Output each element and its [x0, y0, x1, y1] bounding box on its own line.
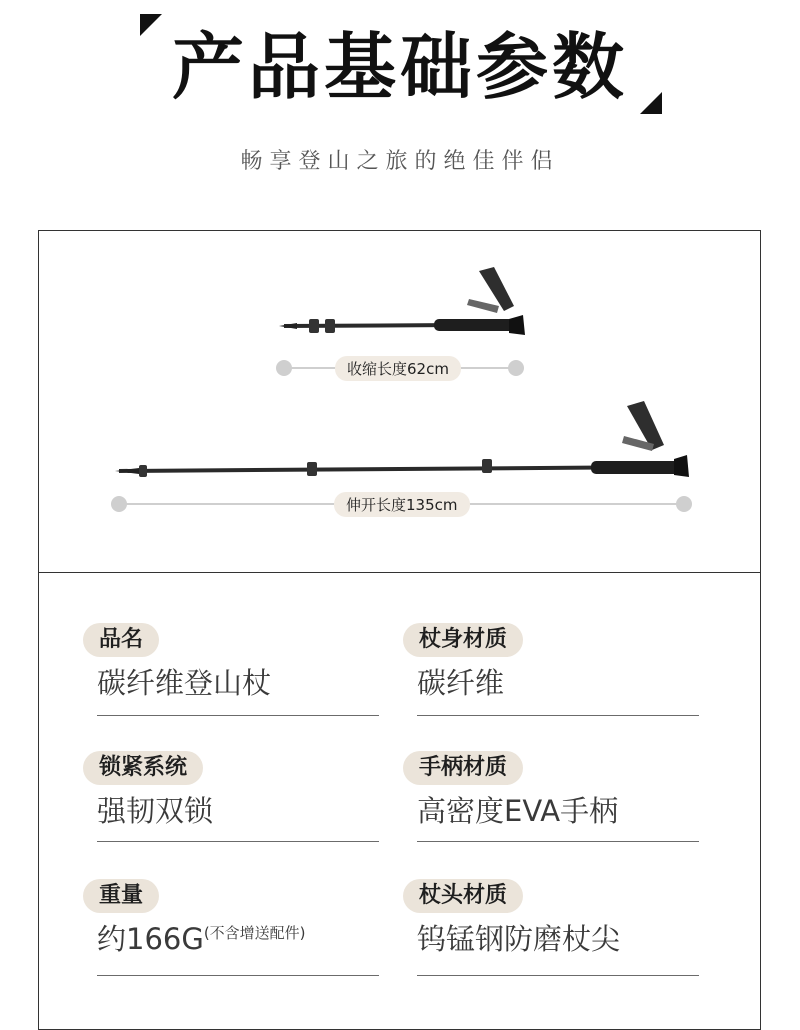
divider	[417, 975, 699, 976]
page-title: 产品基础参数	[171, 25, 628, 109]
spec-value-row	[83, 919, 379, 959]
spec-item-shaft-material	[403, 623, 699, 703]
spec-value: 强韧双锁	[97, 794, 214, 828]
spec-item-name	[83, 623, 379, 703]
spec-item-tip-material	[403, 879, 699, 959]
spec-value: 碳纤维	[417, 666, 505, 700]
spec-label: 锁紧系统	[83, 751, 203, 785]
header	[0, 0, 800, 230]
spec-value: 约166G	[97, 922, 204, 956]
product-image-panel	[39, 231, 760, 573]
collapsed-length-label: 收缩长度62cm	[335, 356, 461, 381]
spec-item-weight	[83, 879, 379, 959]
spec-value: 高密度EVA手柄	[417, 794, 619, 828]
divider	[97, 975, 379, 976]
divider	[417, 841, 699, 842]
spec-label: 杖头材质	[403, 879, 523, 913]
spec-label: 品名	[83, 623, 159, 657]
spec-label: 杖身材质	[403, 623, 523, 657]
trekking-pole-illustration	[39, 231, 760, 572]
corner-decoration-bottom-right	[640, 92, 662, 114]
spec-frame	[38, 230, 761, 1030]
spec-item-lock-system	[83, 751, 379, 831]
spec-note: (不含增送配件)	[203, 924, 306, 942]
spec-item-handle-material	[403, 751, 699, 831]
page-subtitle: 畅享登山之旅的绝佳伴侣	[240, 149, 560, 174]
spec-value: 钨锰钢防磨杖尖	[417, 922, 621, 956]
divider	[97, 841, 379, 842]
divider	[417, 715, 699, 716]
spec-label: 重量	[83, 879, 159, 913]
extended-length-label: 伸开长度135cm	[334, 492, 470, 517]
spec-label: 手柄材质	[403, 751, 523, 785]
divider	[97, 715, 379, 716]
spec-value: 碳纤维登山杖	[97, 666, 272, 700]
